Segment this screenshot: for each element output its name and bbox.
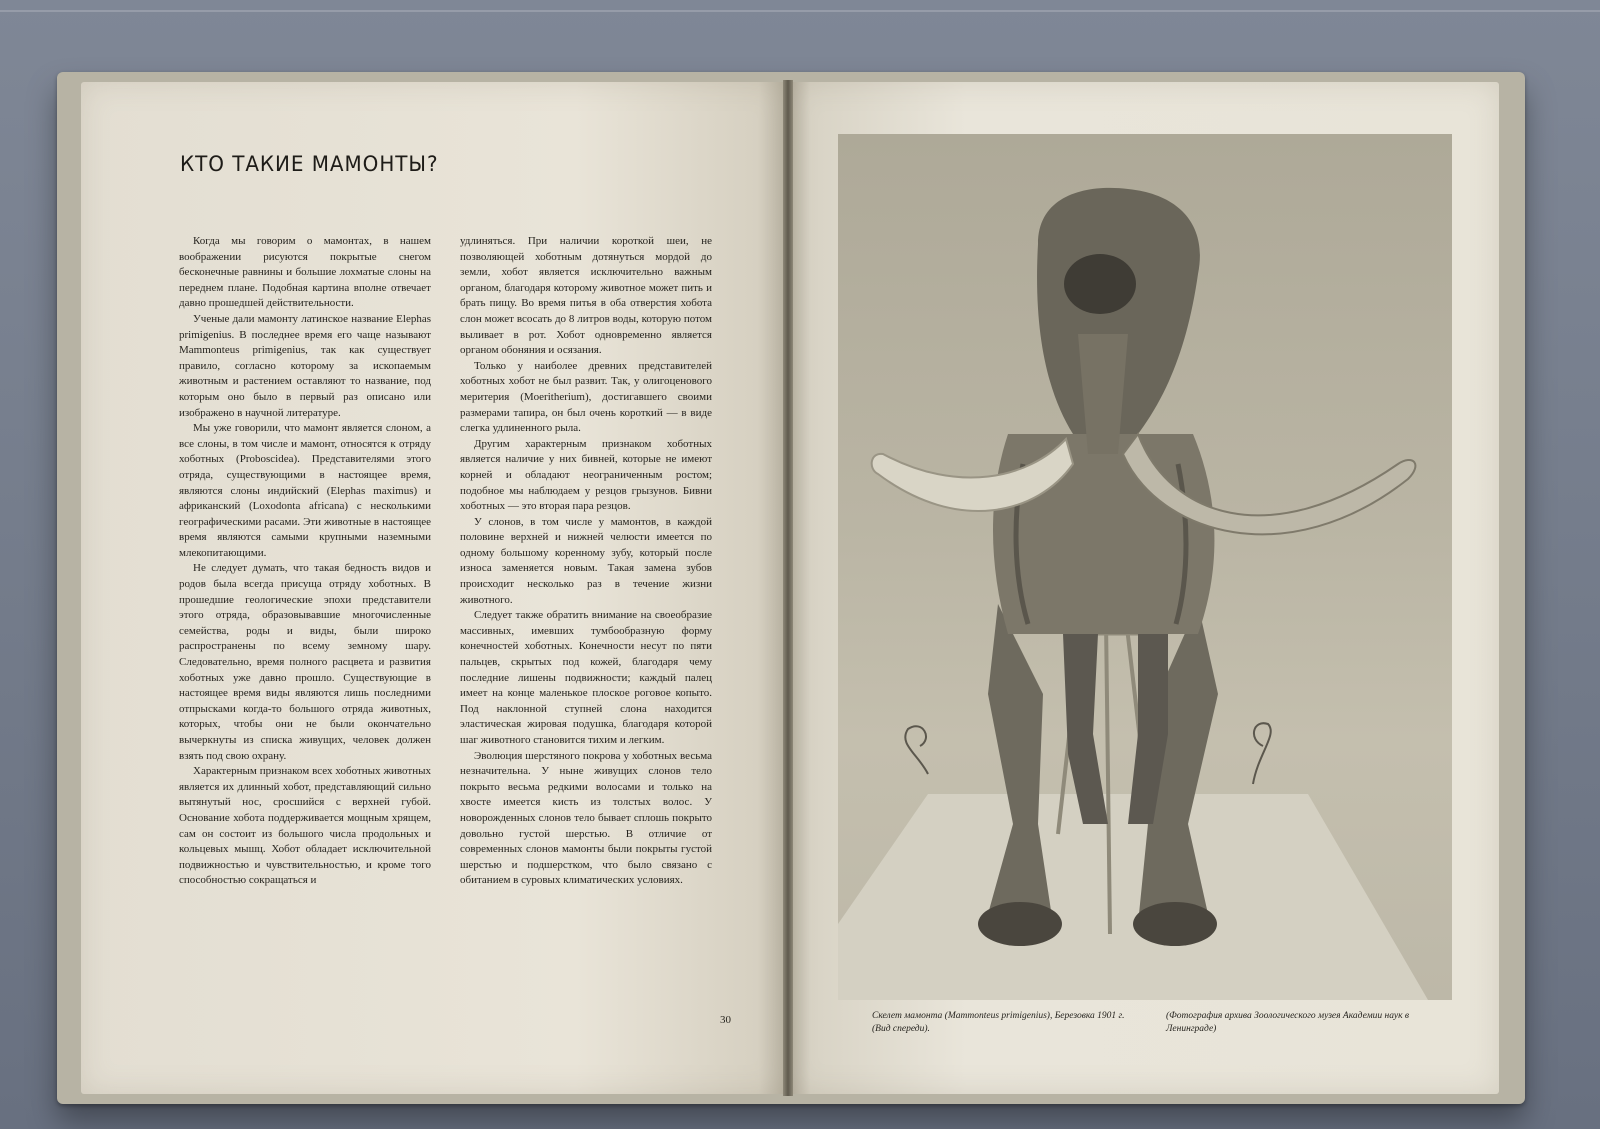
paragraph: Не следует думать, что такая бедность видов и родов была всегда присуща отряду хоботных. В прошедшие геологические эпохи представители этого отряда, образовывавшие многочисленные семейства, роды и виды, были широко распространены по всему земному шару. Следовательно, время полного расцвета и развития хоботных уже давно прошло. Существующие в настоящее время виды являются лишь последними отпрысками когда-то большого отряда животных, которых, чтобы они не были окончательно вычеркнуты из списка живущих, человек должен взять под свою охрану.	[179, 562, 431, 762]
book-gutter	[783, 80, 793, 1096]
paragraph: Только у наиболее древних представителей хоботных хобот не был развит. Так, у олигоценового меритерия (Moeritherium), достигавшего своими размерами тапира, он был очень короткий — в виде слегка удлиненного рыла.	[460, 359, 712, 435]
chapter-title: КТО ТАКИЕ МАМОНТЫ?	[180, 152, 439, 176]
table-seam	[0, 10, 1600, 12]
paragraph: Ученые дали мамонту латинское название Elephas primigenius. В последнее время его чаще называют Mammonteus primigenius, так как существует правило, согласно которому за ископаемым животным и растением оставляют то название, под которым оно было в первый раз описано или изображено в научной литературе.	[179, 312, 431, 419]
page-number: 30	[720, 1014, 731, 1026]
paragraph: Мы уже говорили, что мамонт является слоном, а все слоны, в том числе и мамонт, относятся к отряду хоботных (Proboscidea). Представителями этого отряда, существующими в настоящее время, являются слоны индийский (Elephas maximus) и африканский (Loxodonta africana) с несколькими географическими расами. Эти животные в настоящее время являются самыми крупными наземными млекопитающими.	[179, 422, 431, 559]
display-platform	[838, 794, 1428, 1000]
nasal-cavity	[1064, 254, 1136, 314]
foot	[1133, 902, 1217, 946]
paragraph: Когда мы говорим о мамонтах, в нашем воображении рисуются покрытые снегом бесконечные равнины и большие лохматые слоны на переднем плане. Подобная картина вполне отвечает давно прошедшей действительности.	[179, 235, 431, 310]
spiral-ornament	[1253, 723, 1271, 784]
paragraph: Другим характерным признаком хоботных является наличие у них бивней, которые не имеют корней и обладают неограниченным ростом; подобное мы наблюдаем у резцов грызунов. Бивни хоботных — это вторая пара резцов.	[460, 437, 712, 513]
paragraph: Эволюция шерстяного покрова у хоботных весьма незначительна. У ныне живущих слонов тело покрыто весьма редкими волосами и только на хвосте имеется кисть из толстых волос. У новорожденных слонов тело бывает сплошь покрыто довольно густой шерстью. В отличие от современных слонов мамонты были покрыты густой шерстью и подшерстком, что было связано с обитанием в суровых климатических условиях.	[460, 749, 712, 887]
photo-credit: (Фотография архива Зоологического музея Академии наук в Ленинграде)	[1166, 1011, 1410, 1034]
text-column-left	[179, 234, 431, 889]
paragraph: удлиняться. При наличии короткой шеи, не позволяющей хоботным дотянуться мордой до земли, хобот является исключительно важным органом, благодаря которому животное может пить и брать пищу. Во время питья в оба отверстия хобота слон может всосать до 8 литров воды, которую потом выливает в рот. Хобот одновременно является органом обоняния и осязания.	[460, 235, 712, 357]
paragraph: Следует также обратить внимание на своеобразие массивных, имевших тумбообразную форму конечностей хоботных. Конечности несут по пяти пальцев, скрытых под кожей, благодаря чему последние лишены подвижности; каждый палец имеет на конце маленькое плоское роговое копыто. Под наклонной ступней слона находится эластическая жировая подушка, благодаря которой шаг животного становится тихим и легким.	[460, 609, 712, 746]
photo-caption: Скелет мамонта (Mammonteus primigenius), Березовка 1901 г. (Вид спереди).	[872, 1011, 1125, 1034]
mammoth-skeleton-photo	[838, 134, 1452, 1000]
mammoth-skeleton-illustration	[838, 134, 1452, 1000]
paragraph: Характерным признаком всех хоботных животных является их длинный хобот, представляющий сильно вытянутый нос, сросшийся с верхней губой. Основание хобота поддерживается мощным хрящем, сам он состоит из большого числа продольных и кольцевых мышц. Хобот обладает исключительной подвижностью и чувствительностью, и кроме того способностью сокращаться и	[179, 765, 431, 887]
spiral-ornament	[905, 726, 928, 774]
foot	[978, 902, 1062, 946]
text-column-right	[460, 234, 712, 889]
paragraph: У слонов, в том числе у мамонтов, в каждой половине верхней и нижней челюсти имеется по одному большому коренному зубу, который после износа заменяется новым. Такая замена зубов происходит несколько раз в течение жизни животного.	[460, 515, 712, 606]
